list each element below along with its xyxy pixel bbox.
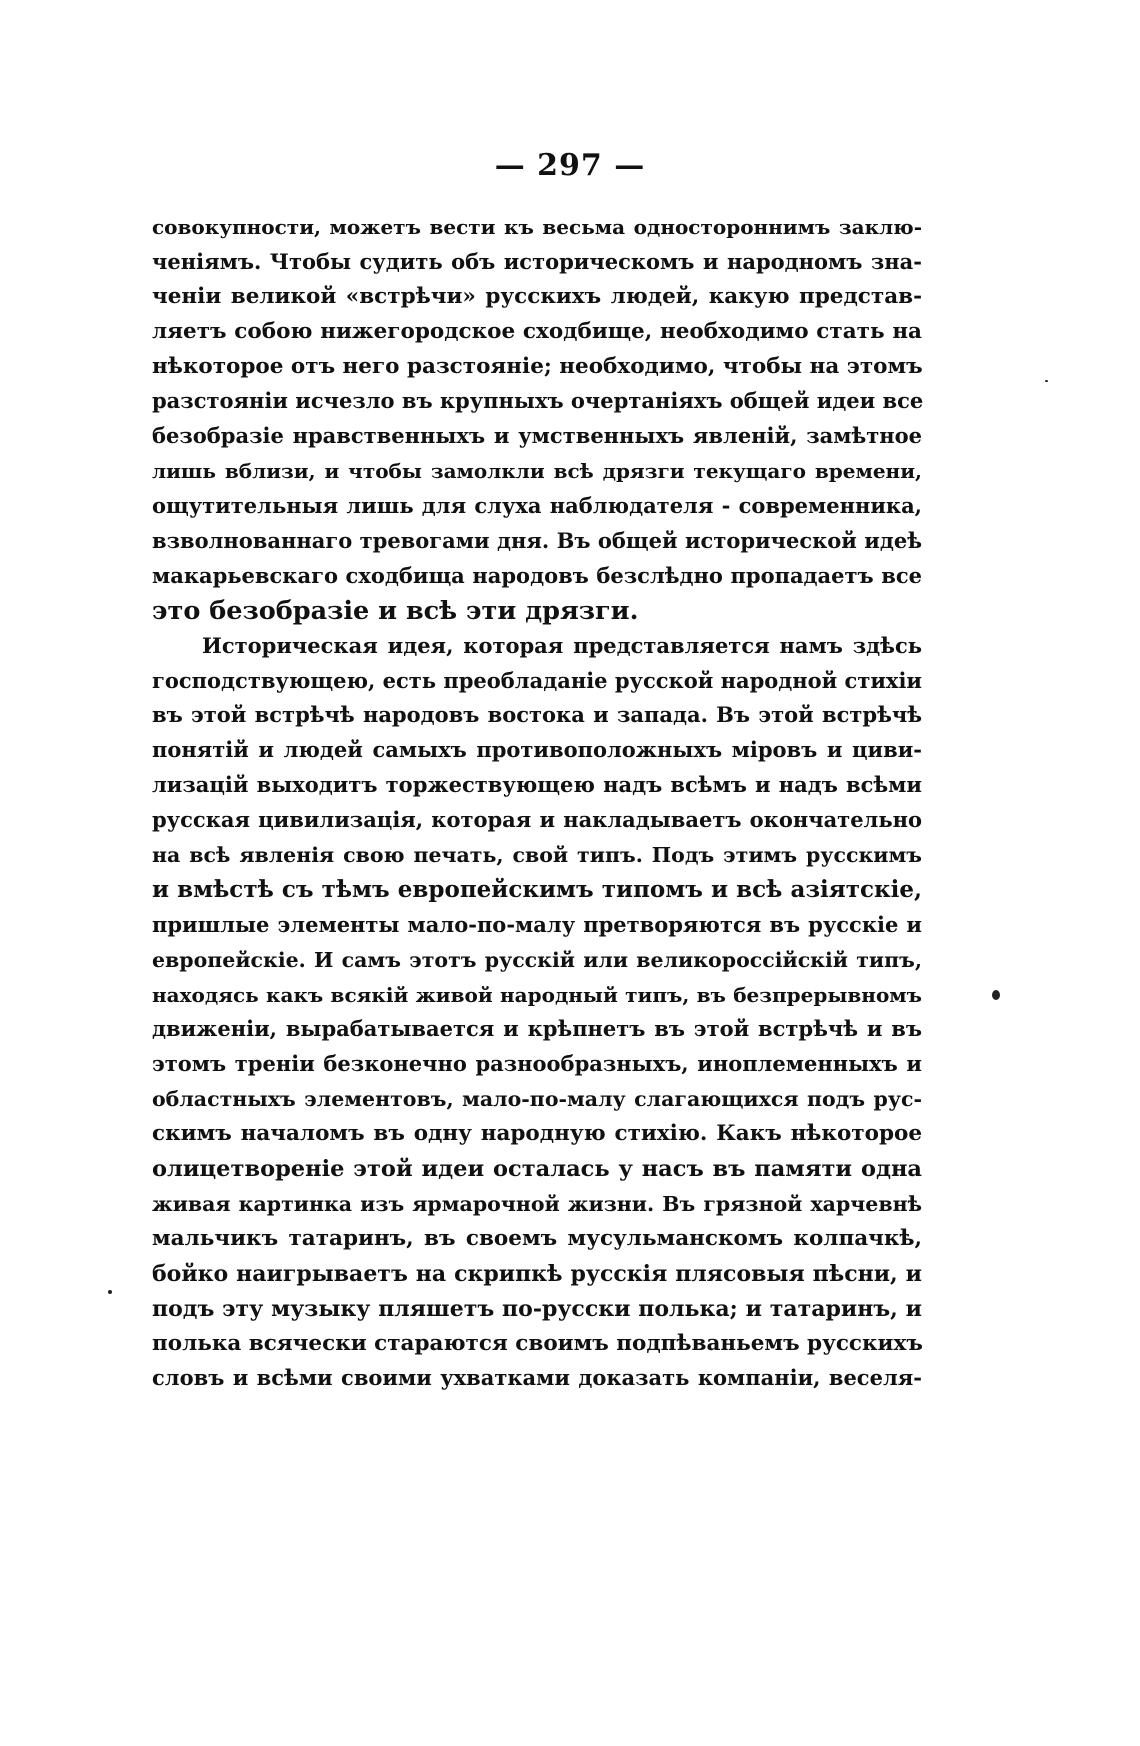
text-line: движеніи, вырабатывается и крѣпнетъ въ этой встрѣчѣ и въ [152, 1016, 922, 1042]
text-line: ченіи великой «встрѣчи» русскихъ людей, какую представ- [152, 283, 922, 309]
text-line: олицетвореніе этой идеи осталась у насъ въ памяти одна [152, 1156, 922, 1183]
text-line: макарьевскаго сходбища народовъ безслѣдно пропадаетъ все [152, 562, 922, 588]
text-line: скимъ началомъ въ одну народную стихію. Какъ нѣкоторое [152, 1121, 922, 1147]
text-line: этомъ треніи безконечно разнообразныхъ, иноплеменныхъ и [152, 1051, 922, 1077]
page-number: — 297 — [494, 148, 646, 183]
text-line: мальчикъ татаринъ, въ своемъ мусульманскомъ колпачкѣ, [152, 1225, 922, 1251]
text-line: бойко наигрываетъ на скрипкѣ русскія плясовыя пѣсни, и [152, 1260, 922, 1287]
text-line: лишь вблизи, и чтобы замолкли всѣ дрязги текущаго времени, [152, 459, 922, 484]
text-line: на всѣ явленія свою печать, свой типъ. Подъ этимъ русскимъ [152, 843, 922, 868]
text-line: понятій и людей самыхъ противоположныхъ міровъ и циви- [152, 737, 922, 763]
text-line: находясь какъ всякій живой народный типъ, въ безпрерывномъ [152, 982, 922, 1007]
text-line: ченіямъ. Чтобы судить объ историческомъ и народномъ зна- [152, 248, 922, 274]
text-line: русская цивилизація, которая и накладываетъ окончательно [152, 807, 922, 833]
text-line: полька всячески стараются своимъ подпѣваньемъ русскихъ [152, 1330, 923, 1356]
paragraph-first-line: Историческая идея, которая представляется намъ здѣсь [202, 632, 922, 658]
text-line: нѣкоторое отъ него разстояніе; необходимо, чтобы на этомъ [152, 353, 923, 379]
text-line: областныхъ элементовъ, мало-по-малу слагающихся подъ рус- [152, 1087, 922, 1112]
paragraph-last-line: это безобразіе и всѣ эти дрязги. [152, 595, 639, 626]
scan-speck [1045, 380, 1048, 382]
text-line: пришлые элементы мало-по-малу претворяются въ русскіе и [152, 911, 922, 937]
text-line: и вмѣстѣ съ тѣмъ европейскимъ типомъ и всѣ азіятскіе, [152, 875, 922, 903]
text-line: живая картинка изъ ярмарочной жизни. Въ грязной харчевнѣ [152, 1191, 922, 1216]
text-line: словъ и всѣми своими ухватками доказать компаніи, веселя- [152, 1365, 922, 1391]
text-line: въ этой встрѣчѣ народовъ востока и запада. Въ этой встрѣчѣ [152, 702, 922, 728]
text-line: взволнованнаго тревогами дня. Въ общей исторической идеѣ [152, 528, 922, 554]
text-line: господствующею, есть преобладаніе русской народной стихіи [152, 667, 922, 693]
text-line: ощутительныя лишь для слуха наблюдателя - современника, [152, 493, 922, 519]
scan-speck [992, 990, 1000, 1000]
body-text [152, 210, 922, 1396]
text-line: европейскіе. И самъ этотъ русскій или великороссійскій типъ, [152, 947, 922, 972]
text-line: безобразіе нравственныхъ и умственныхъ явленій, замѣтное [152, 423, 922, 449]
text-line: разстояніи исчезло въ крупныхъ очертаніяхъ общей идеи все [152, 388, 924, 414]
text-line: лизацій выходитъ торжествующею надъ всѣмъ и надъ всѣми [152, 772, 922, 798]
text-line: ляетъ собою нижегородское сходбище, необходимо стать на [152, 318, 922, 344]
scan-speck [108, 1290, 112, 1294]
text-line: совокупности, можетъ вести къ весьма одностороннимъ заклю- [152, 215, 922, 239]
text-line: подъ эту музыку пляшетъ по-русски полька; и татаринъ, и [152, 1295, 922, 1322]
